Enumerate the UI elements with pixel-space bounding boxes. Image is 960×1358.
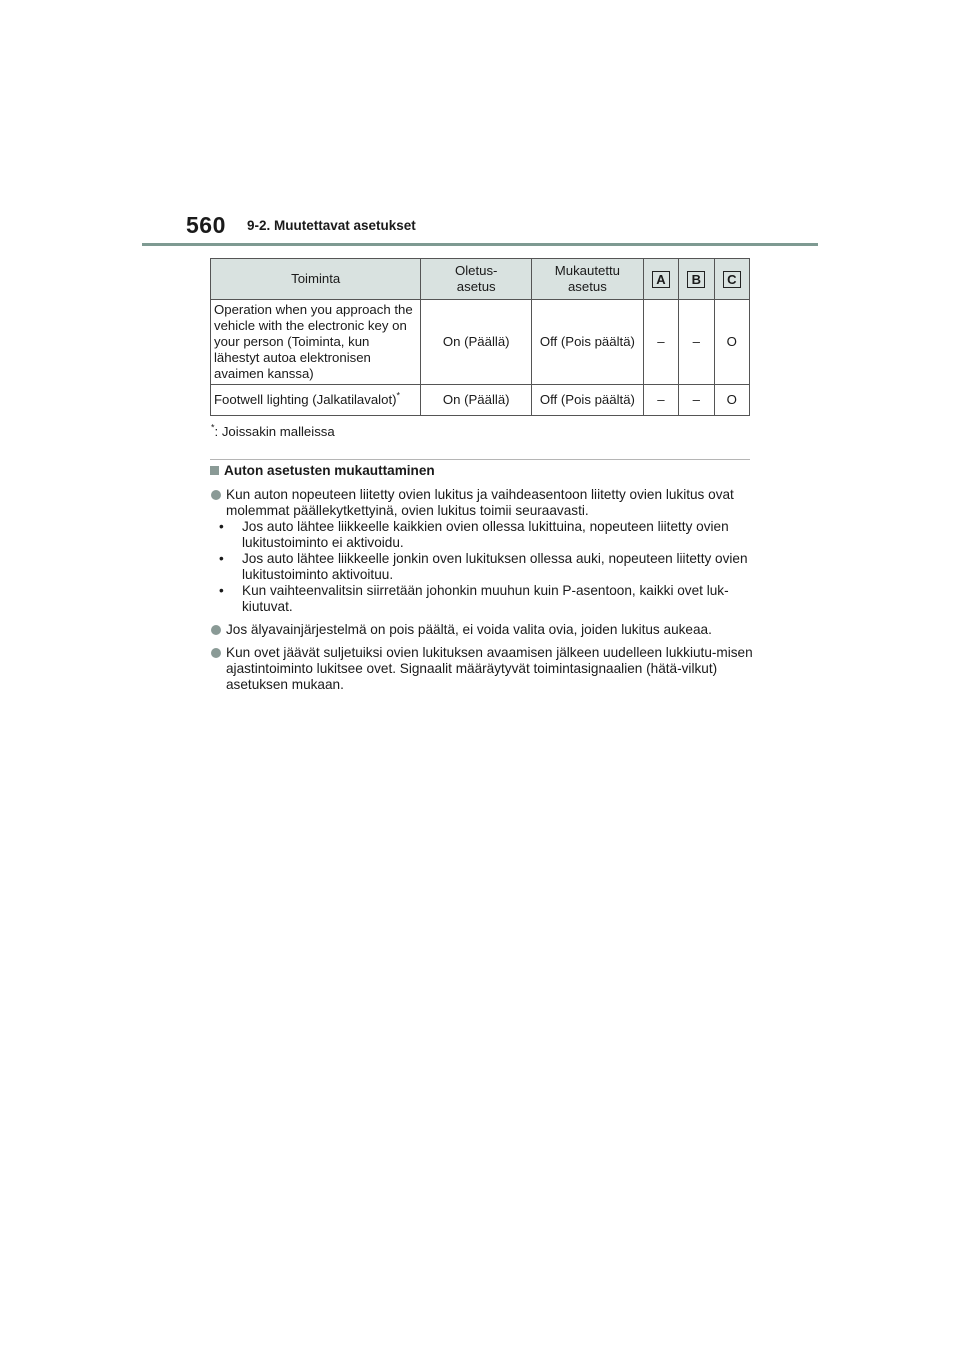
list-item bbox=[210, 645, 755, 693]
header-a bbox=[643, 259, 678, 300]
section-body bbox=[210, 487, 755, 700]
footnote-marker: * bbox=[396, 390, 401, 401]
sub-list-item bbox=[214, 519, 755, 551]
bullet-text: Kun auton nopeuteen liitetty ovien lukitus ja vaihdeasentoon liitetty ovien lukitus ovat molemmat päällekytkettyinä, ovien lukitus toimii seuraavasti. bbox=[226, 487, 734, 518]
header-c bbox=[714, 259, 749, 300]
square-bullet-icon bbox=[210, 466, 219, 475]
footnote-text: : Joissakin malleissa bbox=[214, 424, 335, 439]
settings-table bbox=[210, 258, 750, 416]
letter-b-icon: B bbox=[687, 271, 705, 288]
sub-list-item bbox=[214, 551, 755, 583]
dot-marker-icon: • bbox=[219, 519, 224, 534]
table-header-row bbox=[211, 259, 750, 300]
header-custom: Mukautettu asetus bbox=[532, 259, 644, 300]
bullet-text: Kun ovet jäävät suljetuiksi ovien lukituksen avaamisen jälkeen uudelleen lukkiutu-misen ajastintoiminto lukitsee ovet. Signaalit määräytyvät toimintasignaalien (hätä-vilkut) asetuksen mukaan. bbox=[226, 645, 753, 692]
circle-bullet-icon bbox=[211, 490, 221, 500]
list-item bbox=[210, 622, 755, 638]
cell-default: On (Päällä) bbox=[421, 300, 532, 385]
header-rule bbox=[142, 243, 818, 246]
cell-c: O bbox=[714, 385, 749, 416]
sub-list bbox=[214, 519, 755, 615]
section-heading-text: Auton asetusten mukauttaminen bbox=[224, 463, 435, 478]
cell-c: O bbox=[714, 300, 749, 385]
cell-b: – bbox=[679, 385, 714, 416]
cell-b: – bbox=[679, 300, 714, 385]
bullet-text: Jos älyavainjärjestelmä on pois päältä, ei voida valita ovia, joiden lukitus aukeaa. bbox=[226, 622, 712, 637]
footnote-marker: * bbox=[211, 422, 215, 433]
cell-function-text: Footwell lighting (Jalkatilavalot) bbox=[214, 392, 397, 407]
section-title: 9-2. Muutettavat asetukset bbox=[247, 218, 416, 233]
sub-item-text: Jos auto lähtee liikkeelle kaikkien ovien ollessa lukittuina, nopeuteen liitetty ovien lukitustoiminto ei aktivoidu. bbox=[242, 519, 729, 550]
section-divider bbox=[210, 459, 750, 460]
header-function: Toiminta bbox=[211, 259, 421, 300]
circle-bullet-icon bbox=[211, 648, 221, 658]
page-number: 560 bbox=[186, 212, 226, 238]
table-row bbox=[211, 300, 750, 385]
section-heading bbox=[210, 463, 435, 478]
cell-default: On (Päällä) bbox=[421, 385, 532, 416]
header-b bbox=[679, 259, 714, 300]
cell-function: Operation when you approach the vehicle with the electronic key on your person (Toiminta, kun lähestyt autoa elektronisen avaimen kanssa) bbox=[211, 300, 421, 385]
letter-a-icon: A bbox=[652, 271, 670, 288]
letter-c-icon: C bbox=[723, 271, 741, 288]
dot-marker-icon: • bbox=[219, 583, 224, 598]
dot-marker-icon: • bbox=[219, 551, 224, 566]
circle-bullet-icon bbox=[211, 625, 221, 635]
list-item bbox=[210, 487, 755, 615]
header-default: Oletus- asetus bbox=[421, 259, 532, 300]
sub-item-text: Kun vaihteenvalitsin siirretään johonkin muuhun kuin P-asentoon, kaikki ovet luk-kiutuvat. bbox=[242, 583, 729, 614]
cell-custom: Off (Pois päältä) bbox=[532, 385, 644, 416]
sub-item-text: Jos auto lähtee liikkeelle jonkin oven lukituksen ollessa auki, nopeuteen liitetty ovien lukitustoiminto aktivoituu. bbox=[242, 551, 748, 582]
cell-function bbox=[211, 385, 421, 416]
table-row bbox=[211, 385, 750, 416]
cell-a: – bbox=[643, 300, 678, 385]
cell-custom: Off (Pois päältä) bbox=[532, 300, 644, 385]
footnote bbox=[211, 424, 335, 439]
cell-a: – bbox=[643, 385, 678, 416]
sub-list-item bbox=[214, 583, 755, 615]
